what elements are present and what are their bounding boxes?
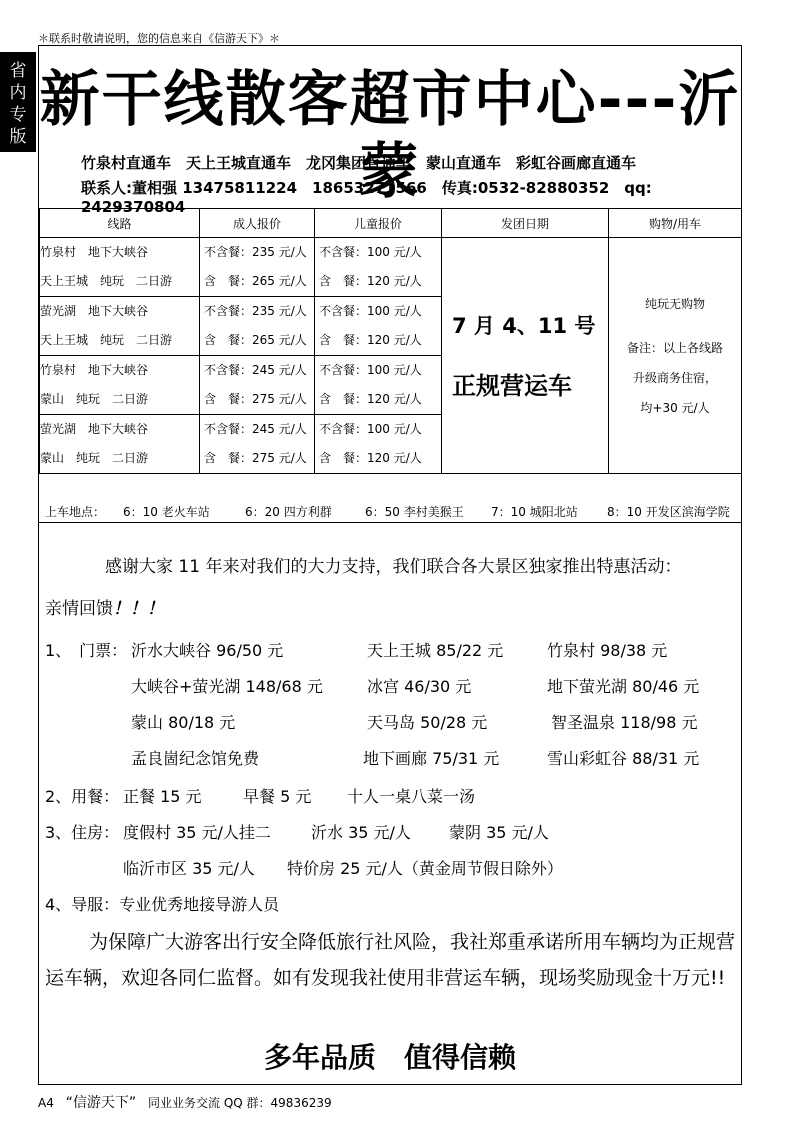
ticket-item: 智圣温泉 118/98 元: [551, 713, 698, 732]
route-line: 天上王城 纯玩 二日游: [40, 333, 173, 347]
lodging-label: 3、住房：: [45, 823, 120, 842]
side-tab-char: 内: [9, 83, 27, 103]
ticket-item: 天上王城 85/22 元: [367, 641, 504, 660]
exclaim: ！！！: [113, 599, 164, 619]
commitment-paragraph: 为保障广大游客出行安全降低旅行社风险，我社郑重承诺所用车辆均为正规营运车辆，欢迎各同仁监督。如有发现我社使用非营运车辆，现场奖励现金十万元!!: [45, 931, 736, 989]
child-price-cell: [315, 238, 442, 297]
top-note: ＊联系时敬请说明，您的信息来自《信游天下》＊: [38, 32, 280, 45]
meals-label: 2、用餐：: [45, 787, 120, 806]
shopping-cell: [609, 238, 742, 474]
route-cell: [40, 415, 200, 474]
note-line: 升级商务住宿，: [632, 370, 717, 385]
page-title: 新干线散客超市中心---沂蒙: [39, 65, 741, 207]
child-price-cell: [315, 356, 442, 415]
child-price-cell: [315, 297, 442, 356]
meal-item: 早餐 5 元: [243, 787, 312, 806]
slogan: 多年品质 值得信赖: [263, 1041, 516, 1074]
route-line: 萤光湖 地下大峡谷: [40, 422, 149, 436]
boarding-stop: 6：10 老火车站: [123, 505, 210, 519]
header-adult: 成人报价: [200, 209, 315, 238]
route-line: 蒙山 纯玩 二日游: [40, 451, 149, 465]
note-line: 备注：以上各线路: [626, 340, 723, 355]
child-price-cell: [315, 415, 442, 474]
price-line: 不含餐：235 元/人: [204, 304, 307, 318]
price-line: 含 餐：120 元/人: [319, 392, 422, 406]
lodging-item: 蒙阴 35 元/人: [449, 823, 549, 842]
footer-brand: “信游天下”: [65, 1095, 137, 1111]
route-cell: [40, 356, 200, 415]
lodging-item: 临沂市区 35 元/人: [123, 859, 255, 878]
price-line: 不含餐：100 元/人: [319, 363, 422, 377]
price-line: 含 餐：120 元/人: [319, 451, 422, 465]
header-route: 线路: [40, 209, 200, 238]
note-line: 均+30 元/人: [640, 400, 710, 415]
footer-text: 同业业务交流 QQ 群：49836239: [148, 1096, 332, 1110]
ticket-item: 沂水大峡谷 96/50 元: [131, 641, 284, 660]
footer-page: A4: [38, 1096, 54, 1110]
route-cell: [40, 297, 200, 356]
meal-item: 十人一桌八菜一汤: [347, 787, 476, 806]
price-line: 不含餐：100 元/人: [319, 422, 422, 436]
ticket-item: 地下画廊 75/31 元: [363, 749, 500, 768]
meal-item: 正餐 15 元: [123, 787, 202, 806]
page-frame: [38, 45, 742, 1085]
price-line: 含 餐：120 元/人: [319, 274, 422, 288]
header-child: 儿童报价: [315, 209, 442, 238]
footer: [38, 1092, 332, 1112]
lodging-item: 沂水 35 元/人: [311, 823, 411, 842]
ticket-item: 雪山彩虹谷 88/31 元: [547, 749, 700, 768]
lodging-item: 度假村 35 元/人挂二: [123, 823, 271, 842]
price-line: 不含餐：100 元/人: [319, 304, 422, 318]
guide-line: 4、导服：专业优秀地接导游人员: [45, 895, 280, 914]
date-cell: [442, 238, 609, 474]
side-tab-char: 省: [9, 61, 27, 81]
table-row: [40, 238, 742, 297]
boarding-stop: 8：10 开发区滨海学院: [607, 505, 730, 519]
ticket-item: 蒙山 80/18 元: [131, 713, 236, 732]
price-table: [39, 208, 742, 474]
table-header-row: [40, 209, 742, 238]
bus-type: 正规营运车: [452, 372, 572, 400]
lodging-item: 特价房 25 元/人（黄金周节假日除外）: [287, 859, 563, 878]
intro-text: 感谢大家 11 年来对我们的大力支持，我们联合各大景区独家推出特惠活动：: [105, 557, 682, 577]
route-line: 天上王城 纯玩 二日游: [40, 274, 173, 288]
price-line: 含 餐：120 元/人: [319, 333, 422, 347]
side-tab: [0, 52, 36, 152]
adult-price-cell: [200, 356, 315, 415]
side-tab-char: 专: [9, 105, 27, 125]
ticket-item: 地下萤光湖 80/46 元: [547, 677, 700, 696]
route-line: 萤光湖 地下大峡谷: [40, 304, 149, 318]
price-line: 不含餐：245 元/人: [204, 422, 307, 436]
intro-subtitle: 亲情回馈！！！: [45, 599, 164, 619]
shopping-text: 纯玩无购物: [644, 296, 705, 311]
header-shopping: 购物/用车: [609, 209, 742, 238]
price-line: 含 餐：275 元/人: [204, 392, 307, 406]
boarding-stop: 6：20 四方利群: [245, 505, 332, 519]
route-line: 竹泉村 地下大峡谷: [40, 245, 149, 259]
route-cell: [40, 238, 200, 297]
ticket-item: 大峡谷+萤光湖 148/68 元: [131, 677, 323, 696]
adult-price-cell: [200, 297, 315, 356]
adult-price-cell: [200, 415, 315, 474]
route-line: 竹泉村 地下大峡谷: [40, 363, 149, 377]
price-line: 含 餐：265 元/人: [204, 274, 307, 288]
ticket-item: 孟良崮纪念馆免费: [131, 749, 260, 768]
boarding-stop: 6：50 李村美猴王: [365, 505, 464, 519]
tickets-label: 1、 门票：: [45, 641, 128, 660]
price-line: 含 餐：275 元/人: [204, 451, 307, 465]
price-line: 不含餐：100 元/人: [319, 245, 422, 259]
price-line: 不含餐：245 元/人: [204, 363, 307, 377]
departure-dates: 7 月 4、11 号: [452, 314, 596, 338]
side-tab-char: 版: [9, 127, 27, 147]
ticket-item: 竹泉村 98/38 元: [547, 641, 668, 660]
ticket-item: 天马岛 50/28 元: [367, 713, 488, 732]
price-line: 不含餐：235 元/人: [204, 245, 307, 259]
ticket-item: 冰宫 46/30 元: [367, 677, 472, 696]
boarding-label: 上车地点：: [45, 505, 106, 519]
boarding-points: [39, 498, 741, 523]
header-date: 发团日期: [442, 209, 609, 238]
boarding-stop: 7：10 城阳北站: [491, 505, 578, 519]
contact-line: 联系人:董相强 13475811224 18653271566 传真:0532-82880352 qq: 2429370804: [81, 179, 652, 216]
adult-price-cell: [200, 238, 315, 297]
price-line: 含 餐：265 元/人: [204, 333, 307, 347]
route-line: 蒙山 纯玩 二日游: [40, 392, 149, 406]
routes-line: 竹泉村直通车 天上王城直通车 龙冈集团直通车 蒙山直通车 彩虹谷画廊直通车: [81, 154, 637, 172]
